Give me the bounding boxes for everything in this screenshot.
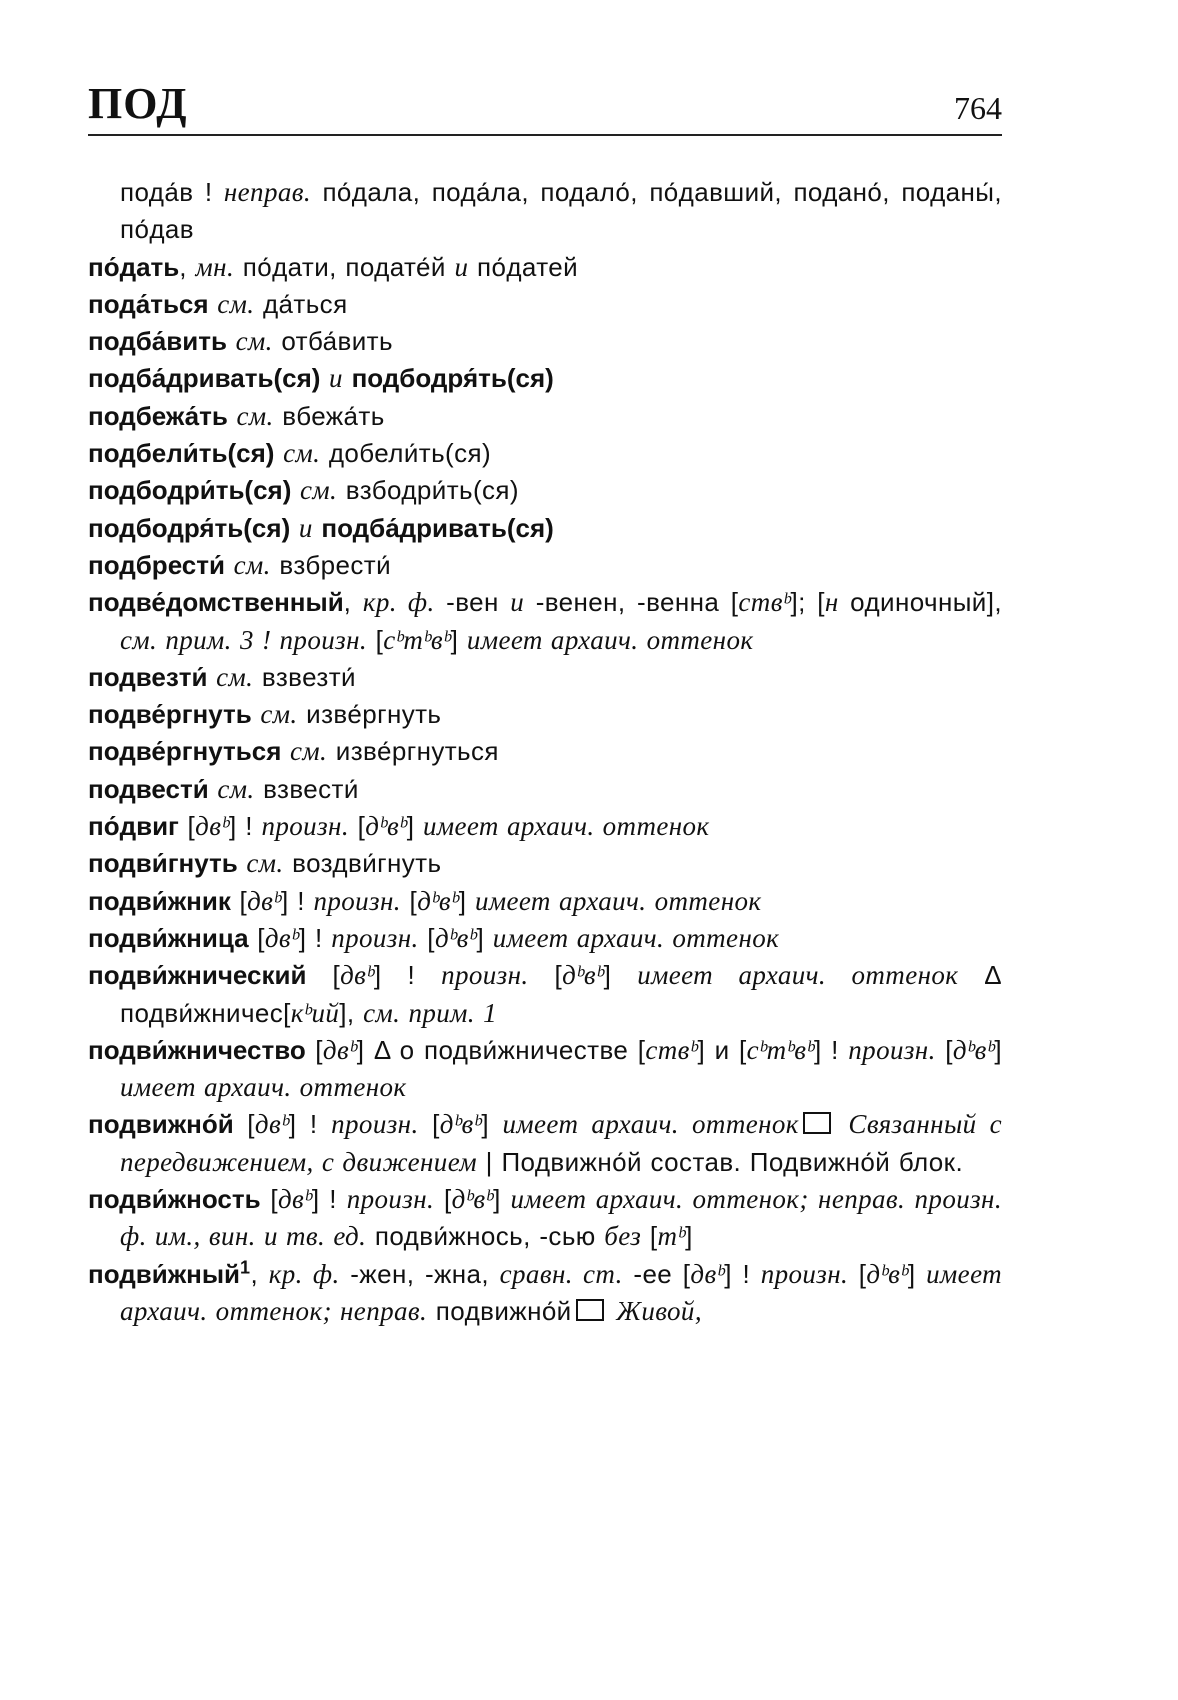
headword: подба́вить bbox=[88, 326, 227, 357]
square-box-icon bbox=[803, 1112, 831, 1134]
annotation: двᵇ bbox=[254, 1109, 289, 1140]
dictionary-entry bbox=[88, 472, 1002, 509]
entry-text: , bbox=[250, 1258, 269, 1289]
annotation: дᵇвᵇ bbox=[417, 885, 459, 916]
headword: подве́домственный bbox=[88, 587, 344, 618]
annotation: н bbox=[824, 587, 839, 618]
entry-text: воздви́гнуть bbox=[283, 848, 442, 879]
dictionary-entry bbox=[88, 771, 1002, 808]
entry-text: [ bbox=[418, 1109, 440, 1140]
annotation: произн. bbox=[848, 1034, 936, 1065]
annotation: см. bbox=[236, 400, 274, 431]
dictionary-entry bbox=[88, 323, 1002, 360]
homonym-index: 1 bbox=[240, 1256, 251, 1277]
annotation: неправ. bbox=[223, 177, 312, 207]
annotation: двᵇ bbox=[340, 960, 374, 991]
entry-text: да́ться bbox=[254, 288, 348, 319]
dictionary-entry bbox=[88, 249, 1002, 286]
entry-text: ] bbox=[994, 1034, 1003, 1065]
headword: подбежа́ть bbox=[88, 400, 228, 431]
entry-text: [ bbox=[434, 1184, 452, 1215]
entry-text: [ bbox=[233, 1109, 255, 1140]
entry-text: -венен, -венна [ bbox=[524, 587, 739, 618]
header-rule bbox=[88, 134, 1002, 136]
annotation: имеет архаич. оттенок bbox=[120, 1072, 407, 1103]
entry-text: [ bbox=[260, 1184, 278, 1215]
entry-text bbox=[290, 513, 299, 543]
annotation: сᵇтᵇвᵇ bbox=[383, 624, 451, 655]
annotation: Связанный с передвижением, с движением bbox=[120, 1109, 1003, 1177]
entry-text: ] ! bbox=[724, 1258, 761, 1289]
entry-text: ] bbox=[685, 1221, 693, 1252]
headword: подба́дривать(ся) bbox=[88, 363, 321, 394]
headword: по́дать bbox=[88, 251, 180, 282]
annotation: ствᵇ bbox=[738, 587, 791, 618]
annotation: произн. bbox=[331, 922, 419, 953]
annotation: произн. bbox=[331, 1109, 419, 1140]
dictionary-entry bbox=[88, 1106, 1002, 1181]
annotation: имеет архаич. оттенок bbox=[466, 624, 754, 655]
annotation: см. bbox=[217, 288, 255, 319]
headword: подви́жница bbox=[88, 922, 249, 953]
annotation: дᵇвᵇ bbox=[952, 1034, 995, 1065]
entry-text bbox=[281, 736, 290, 766]
headword: подвезти́ bbox=[88, 661, 208, 692]
headword: пода́ться bbox=[88, 288, 209, 319]
entry-text: ]; [ bbox=[790, 587, 825, 618]
annotation: дᵇвᵇ bbox=[365, 811, 407, 842]
entry-text: ] bbox=[481, 1109, 503, 1140]
dictionary-entry bbox=[88, 883, 1002, 920]
dictionary-entry bbox=[88, 845, 1002, 882]
annotation: имеет архаич. оттенок; неправ. произн. ф. им., вин. и тв. ед. bbox=[120, 1184, 1002, 1252]
annotation: имеет архаич. оттенок bbox=[422, 811, 710, 842]
headword: подбодри́ть(ся) bbox=[88, 475, 292, 506]
dictionary-entry bbox=[88, 286, 1002, 323]
annotation: ствᵇ bbox=[645, 1034, 698, 1065]
dictionary-entry bbox=[88, 957, 1002, 1032]
entry-text: ] ! bbox=[814, 1034, 849, 1065]
annotation: произн. bbox=[760, 1258, 849, 1289]
dictionary-entry bbox=[88, 398, 1002, 435]
annotation: двᵇ bbox=[322, 1034, 357, 1065]
headword: подви́жничество bbox=[88, 1034, 306, 1065]
entry-text: добели́ть(ся) bbox=[320, 438, 492, 469]
annotation: имеет архаич. оттенок; неправ. bbox=[120, 1258, 1002, 1326]
entry-text: [ bbox=[367, 624, 384, 655]
entry-text: ] ! bbox=[288, 1109, 332, 1140]
entry-text bbox=[209, 289, 218, 319]
headword: подве́ргнуть bbox=[88, 699, 252, 730]
entry-text: , bbox=[179, 251, 196, 282]
running-head bbox=[88, 70, 1002, 126]
annotation: произн. bbox=[261, 811, 349, 842]
dictionary-entry bbox=[88, 360, 1002, 397]
entry-text bbox=[208, 662, 217, 692]
annotation: и bbox=[298, 512, 313, 543]
entry-text: пода́в ! bbox=[120, 177, 224, 207]
annotation: см. bbox=[217, 773, 255, 804]
entry-text: [ bbox=[248, 922, 265, 953]
entry-text: подви́жнось, -сью bbox=[366, 1221, 605, 1252]
guide-word: ПОД bbox=[88, 79, 188, 128]
annotation: сравн. ст. bbox=[499, 1258, 623, 1289]
entry-text: по́дала, пода́ла, подало́, по́давший, подано́, поданы́, по́дав bbox=[120, 177, 1002, 245]
entry-text: взбрести́ bbox=[270, 549, 391, 580]
headword: подвести́ bbox=[88, 773, 209, 804]
annotation: дᵇвᵇ bbox=[434, 922, 477, 953]
annotation: см. bbox=[290, 736, 328, 767]
entry-text: [ bbox=[348, 811, 366, 842]
entry-text: ] bbox=[406, 811, 423, 842]
dictionary-entry bbox=[88, 547, 1002, 584]
annotation: см. bbox=[235, 326, 273, 357]
entry-text: [ bbox=[230, 885, 248, 916]
entry-text: по́дати, подате́й bbox=[234, 251, 455, 282]
annotation: дᵇвᵇ bbox=[866, 1258, 908, 1289]
entry-text: по́датей bbox=[468, 251, 578, 282]
annotation: без bbox=[604, 1221, 642, 1252]
dictionary-entry bbox=[88, 659, 1002, 696]
entry-text: подвижно́й bbox=[427, 1295, 572, 1326]
entry-text: [ bbox=[178, 811, 196, 842]
entry-text: [ bbox=[641, 1221, 658, 1252]
dictionary-entry bbox=[88, 696, 1002, 733]
annotation: произн. bbox=[313, 885, 401, 916]
annotation: тᵇ bbox=[657, 1221, 686, 1252]
entry-text: ] Δ о подви́жничестве [ bbox=[356, 1034, 646, 1065]
entry-text bbox=[291, 475, 300, 505]
entry-list bbox=[88, 174, 1002, 1330]
entry-text: [ bbox=[848, 1258, 867, 1289]
headword: подвижно́й bbox=[88, 1109, 234, 1140]
headword: подба́дривать(ся) bbox=[321, 512, 554, 543]
entry-text: ] ! bbox=[373, 960, 442, 991]
annotation: двᵇ bbox=[264, 922, 299, 953]
entry-text: ] bbox=[907, 1258, 927, 1289]
annotation: см. прим. 3 ! произн. bbox=[120, 624, 368, 655]
entry-text: [ bbox=[305, 1034, 323, 1065]
annotation: дᵇвᵇ bbox=[439, 1109, 482, 1140]
headword: подви́жность bbox=[88, 1184, 261, 1215]
annotation: см. bbox=[216, 661, 254, 692]
entry-text: [ bbox=[400, 885, 418, 916]
entry-text bbox=[225, 550, 234, 580]
entry-text: -ее [ bbox=[622, 1258, 691, 1289]
entry-text: ] bbox=[476, 922, 493, 953]
entry-text: отба́вить bbox=[272, 326, 393, 357]
annotation: двᵇ bbox=[278, 1184, 312, 1215]
headword: подви́гнуть bbox=[88, 848, 238, 879]
entry-text: взвести́ bbox=[254, 773, 359, 804]
annotation: имеет архаич. оттенок bbox=[637, 960, 959, 991]
annotation: имеет архаич. оттенок bbox=[474, 885, 762, 916]
annotation: сᵇтᵇвᵇ bbox=[746, 1034, 815, 1065]
entry-text: ] ! bbox=[280, 885, 314, 916]
annotation: см. bbox=[283, 438, 321, 469]
annotation: и bbox=[329, 363, 343, 394]
headword: подви́жнический bbox=[88, 960, 307, 991]
entry-text: | Подвижно́й состав. Подвижно́й блок. bbox=[477, 1146, 964, 1177]
annotation: двᵇ bbox=[247, 885, 281, 916]
annotation: двᵇ bbox=[195, 811, 229, 842]
entry-text: изве́ргнуть bbox=[297, 699, 442, 730]
entry-text: [ bbox=[528, 960, 563, 991]
entry-text bbox=[274, 438, 283, 468]
annotation: см. прим. 1 bbox=[363, 997, 498, 1028]
dictionary-entry bbox=[88, 733, 1002, 770]
annotation: и bbox=[454, 251, 469, 282]
headword: подбодря́ть(ся) bbox=[88, 512, 291, 543]
dictionary-page bbox=[88, 70, 1002, 1330]
entry-text: ], bbox=[339, 997, 364, 1028]
annotation: имеет архаич. оттенок bbox=[492, 922, 780, 953]
square-box-icon bbox=[576, 1299, 604, 1321]
annotation: дᵇвᵇ bbox=[562, 960, 604, 991]
dictionary-entry bbox=[88, 920, 1002, 957]
entry-text: Δ подви́жничес[ bbox=[120, 960, 1003, 1028]
headword: подви́жный bbox=[88, 1258, 241, 1289]
annotation: кᵇий bbox=[290, 997, 340, 1028]
dictionary-entry bbox=[88, 1256, 1002, 1331]
headword: подве́ргнуться bbox=[88, 736, 282, 767]
headword: по́двиг bbox=[88, 811, 179, 842]
entry-text: ] bbox=[458, 885, 475, 916]
entry-text: [ bbox=[306, 960, 341, 991]
entry-text: ] ! bbox=[311, 1184, 347, 1215]
annotation: имеет архаич. оттенок bbox=[502, 1109, 799, 1140]
entry-text bbox=[320, 363, 329, 393]
annotation: кр. ф. bbox=[268, 1258, 340, 1289]
entry-text: ] bbox=[603, 960, 638, 991]
dictionary-entry bbox=[88, 510, 1002, 547]
dictionary-entry bbox=[88, 1032, 1002, 1107]
annotation: Живой, bbox=[616, 1295, 702, 1326]
entry-text bbox=[343, 363, 352, 393]
annotation: см. bbox=[246, 848, 284, 879]
entry-text bbox=[227, 326, 236, 356]
dictionary-entry bbox=[88, 808, 1002, 845]
annotation: произн. bbox=[346, 1184, 435, 1215]
annotation: двᵇ bbox=[690, 1258, 725, 1289]
annotation: кр. ф. bbox=[362, 587, 435, 618]
dictionary-entry bbox=[88, 1181, 1002, 1256]
entry-text: ] ! bbox=[298, 922, 332, 953]
entry-text: изве́ргнуться bbox=[327, 736, 499, 767]
annotation: см. bbox=[300, 475, 338, 506]
entry-text: [ bbox=[935, 1034, 953, 1065]
page-number: 764 bbox=[954, 90, 1002, 126]
annotation: см. bbox=[260, 699, 298, 730]
entry-text: -вен bbox=[434, 587, 511, 618]
entry-text: взбодри́ть(ся) bbox=[337, 475, 519, 506]
annotation: и bbox=[510, 587, 525, 618]
annotation: мн. bbox=[195, 251, 235, 282]
entry-text: одиночный], bbox=[838, 587, 1002, 618]
entry-text: ] и [ bbox=[697, 1034, 747, 1065]
annotation: произн. bbox=[441, 960, 529, 991]
headword: подбели́ть(ся) bbox=[88, 438, 275, 469]
dictionary-entry bbox=[88, 584, 1002, 659]
headword: подви́жник bbox=[88, 885, 231, 916]
headword: подбодря́ть(ся) bbox=[351, 363, 554, 394]
dictionary-entry bbox=[88, 435, 1002, 472]
annotation: см. bbox=[233, 549, 271, 580]
entry-text: ] bbox=[450, 624, 467, 655]
entry-text: ] ! bbox=[228, 811, 262, 842]
entry-text: ] bbox=[493, 1184, 511, 1215]
annotation: дᵇвᵇ bbox=[451, 1184, 494, 1215]
dictionary-entry bbox=[88, 174, 1002, 249]
entry-text: взвезти́ bbox=[253, 661, 356, 692]
headword: подбрести́ bbox=[88, 549, 225, 580]
entry-text: [ bbox=[418, 922, 435, 953]
entry-text: вбежа́ть bbox=[273, 400, 385, 431]
entry-text: -жен, -жна, bbox=[339, 1258, 500, 1289]
entry-text: , bbox=[343, 587, 363, 618]
